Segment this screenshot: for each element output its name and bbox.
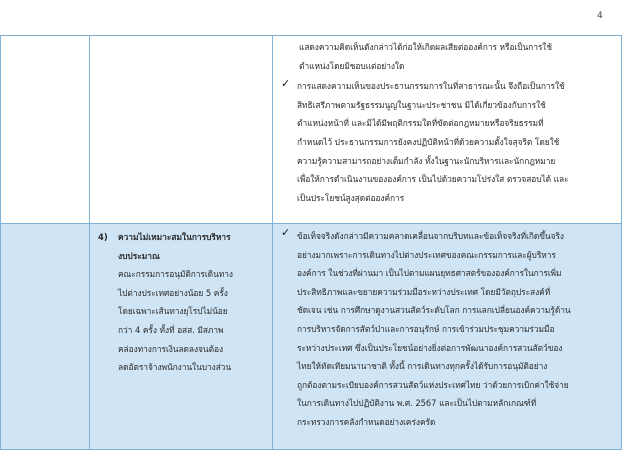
text-line: กระทรวงการคลังกำหนดอย่างเคร่งครัด	[297, 416, 436, 427]
text-line: อย่างมากเพราะการเดินทางไปต่างประเทศของคณะกรรมการและผู้บริหาร	[297, 249, 556, 260]
clarification-cell	[273, 224, 622, 450]
text-line: คล่องทางการเงินลดลงจนต้อง	[118, 343, 223, 354]
text-line: ระหว่างประเทศ ซึ่งเป็นประโยชน์อย่างยิ่งต่อการพัฒนาองค์การสวนสัตว์ของ	[297, 342, 563, 353]
table-row	[1, 224, 622, 450]
text-line: กำหนดไว้ ประธานกรรมการยังคงปฏิบัติหน้าที่ด้วยความตั้งใจสุจริต โดยใช้	[297, 136, 560, 147]
table-cell-empty	[1, 224, 90, 450]
text-line: องค์การ ในช่วงที่ผ่านมา เป็นไปตามแผนยุทธศาสตร์ขององค์การในการเพิ่ม	[297, 268, 562, 279]
text-line: ในการเดินทางไปปฏิบัติงาน พ.ศ. 2567 และเป็นไปตามหลักเกณฑ์ที่	[297, 398, 537, 409]
table-cell-empty	[90, 36, 273, 224]
text-line: ชัดเจน เช่น การศึกษาดูงานสวนสัตว์ระดับโลก การแลกเปลี่ยนองค์ความรู้ด้าน	[297, 305, 571, 316]
text-line: ตำแหน่งโดยมิชอบแต่อย่างใด	[299, 60, 405, 71]
text-line: เพื่อให้การดำเนินงานขององค์การ เป็นไปด้วยความโปร่งใส ตรวจสอบได้ และ	[297, 174, 569, 185]
text-line: ข้อเท็จจริงดังกล่าวมีความคลาดเคลื่อนจากบริบทและข้อเท็จจริงที่เกิดขึ้นจริง	[297, 231, 564, 241]
table-row	[1, 36, 622, 224]
text-line: ลดอัตราจ้างพนักงานในบางส่วน	[118, 362, 232, 373]
text-line: คณะกรรมการอนุมัติการเดินทาง	[118, 269, 233, 280]
checkmark-icon: ✓	[281, 77, 291, 91]
text-line: โดยเฉพาะเส้นทางยุโรปไม่น้อย	[118, 306, 228, 317]
issue-title: ความไม่เหมาะสมในการบริหาร	[118, 232, 231, 242]
page-number: 4	[597, 11, 603, 21]
text-line: กว่า 4 ครั้ง ทั้งที่ อสส. มีสภาพ	[118, 324, 224, 335]
text-line: ถูกต้องตามระเบียบองค์การสวนสัตว์แห่งประเทศไทย ว่าด้วยการเบิกค่าใช้จ่าย	[297, 379, 569, 390]
text-line: แสดงความคิดเห็นดังกล่าวได้ก่อให้เกิดผลเสียต่อองค์การ หรือเป็นการใช้	[299, 42, 552, 52]
text-line: การบริหารจัดการสัตว์ป่าและการอนุรักษ์ การเข้าร่วมประชุมความร่วมมือ	[297, 323, 555, 334]
text-line: ไทยให้ทัดเทียมนานาชาติ ทั้งนี้ การเดินทางทุกครั้งได้รับการอนุมัติอย่าง	[297, 361, 548, 372]
text-line: ความรู้ความสามารถอย่างเต็มกำลัง ทั้งในฐานะนักบริหารและนักกฎหมาย	[297, 155, 556, 166]
issue-title: งบประมาณ	[118, 250, 160, 261]
text-line: เป็นประโยชน์สูงสุดต่อองค์การ	[297, 192, 405, 203]
issue-cell	[90, 224, 273, 450]
text-line: การแสดงความเห็นของประธานกรรมการในที่สาธารณะนั้น จึงถือเป็นการใช้	[297, 81, 565, 92]
text-line: ประสิทธิภาพและขยายความร่วมมือระหว่างประเทศ โดยมีวัตถุประสงค์ที่	[297, 286, 551, 297]
text-line: ไปต่างประเทศอย่างน้อย 5 ครั้ง	[118, 287, 228, 298]
text-line: ตำแหน่งหน้าที่ และมิได้มีพฤติกรรมใดที่ขัดต่อกฎหมายหรือจริยธรรมที่	[297, 118, 544, 129]
table-cell-empty	[1, 36, 90, 224]
clarification-cell	[273, 36, 622, 224]
issue-number: 4)	[98, 232, 108, 242]
text-line: สิทธิเสรีภาพตามรัฐธรรมนูญในฐานะประชาชน มิได้เกี่ยวข้องกับการใช้	[297, 99, 546, 110]
response-table	[0, 35, 622, 450]
checkmark-icon: ✓	[281, 226, 291, 239]
